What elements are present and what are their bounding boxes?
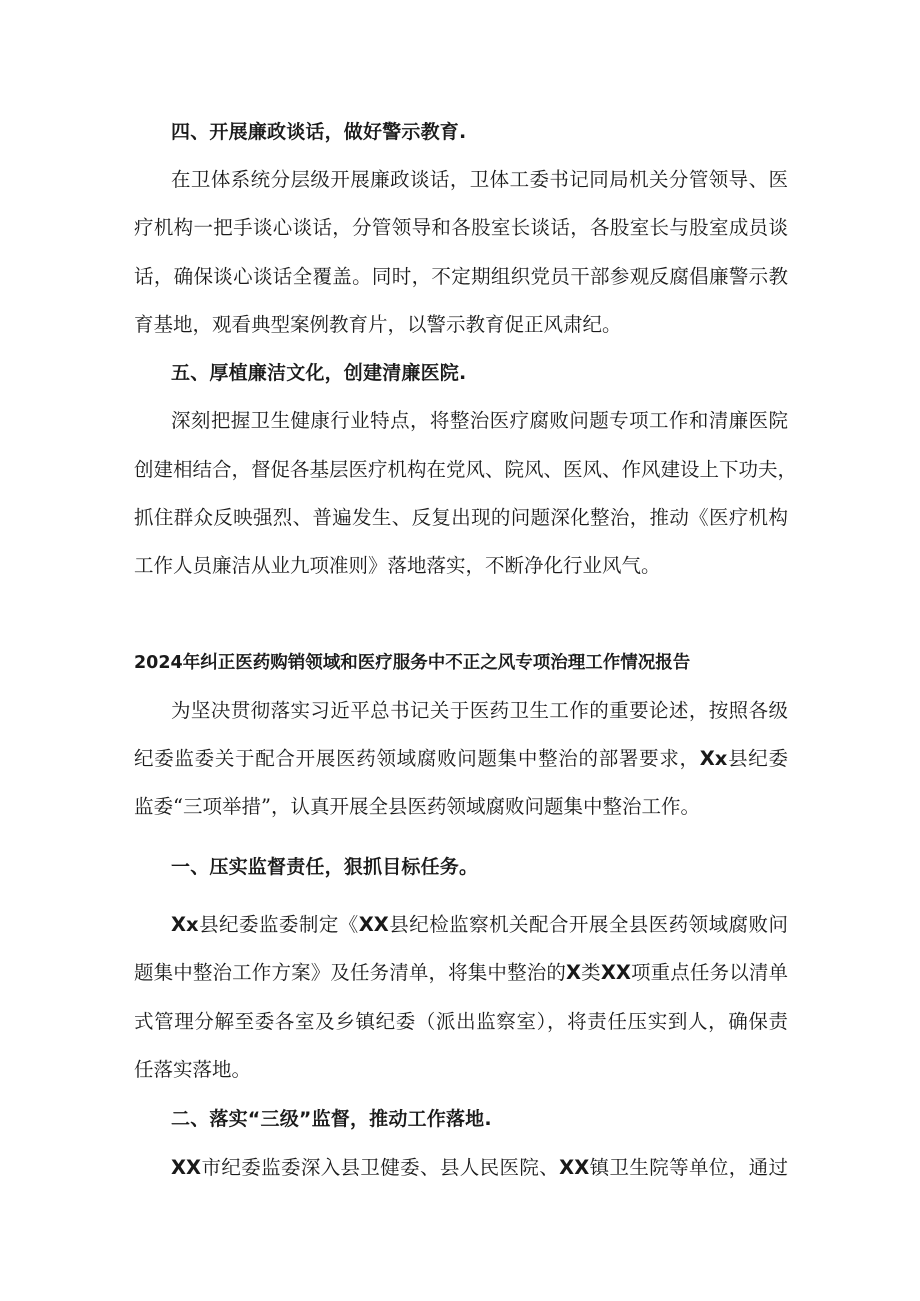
placeholder-code: XX xyxy=(559,1156,590,1179)
intro-line-2: 纪委监委关于配合开展医药领域腐败问题集中整治的部署要求，Xx县纪委 xyxy=(134,747,788,770)
section4-line-4: 育基地，观看典型案例教育片，以警示教育促正风肃纪。 xyxy=(134,313,622,336)
placeholder-code: XX xyxy=(171,1156,202,1179)
section5-line-4: 工作人员廉洁从业九项准则》落地落实，不断净化行业风气。 xyxy=(134,554,661,577)
placeholder-code: Xx xyxy=(171,913,199,936)
section-heading-4: 四、开展廉政谈话，做好警示教育. xyxy=(171,121,467,143)
intro-line-1: 为坚决贯彻落实习近平总书记关于医药卫生工作的重要论述，按照各级 xyxy=(171,699,788,722)
section4-line-2: 疗机构一把手谈心谈话，分管领导和各股室长谈话，各股室长与股室成员谈 xyxy=(134,216,788,239)
report-title: 2024年纠正医药购销领域和医疗服务中不正之风专项治理工作情况报告 xyxy=(134,653,691,673)
section5-line-1: 深刻把握卫生健康行业特点，将整治医疗腐败问题专项工作和清廉医院 xyxy=(171,409,788,432)
placeholder-code: XX xyxy=(358,913,389,936)
report-heading-1: 一、压实监督责任，狠抓目标任务。 xyxy=(171,856,479,878)
section5-line-2: 创建相结合，督促各基层医疗机构在党风、院风、医风、作风建设上下功夫， xyxy=(134,458,798,481)
report-heading-2: 二、落实“三级”监督，推动工作落地. xyxy=(171,1108,492,1130)
report-s2-line-1: XX市纪委监委深入县卫健委、县人民医院、XX镇卫生院等单位，通过 xyxy=(171,1156,788,1179)
placeholder-code: X xyxy=(565,961,582,984)
placeholder-code: XX xyxy=(600,961,631,984)
report-s1-line-2: 题集中整治工作方案》及任务清单，将集中整治的X类XX项重点任务以清单 xyxy=(134,961,788,984)
section5-line-3: 抓住群众反映强烈、普遍发生、反复出现的问题深化整治，推动《医疗机构 xyxy=(134,506,788,529)
section4-line-3: 话，确保谈心谈话全覆盖。同时，不定期组织党员干部参观反腐倡廉警示教 xyxy=(134,265,788,288)
report-s1-line-3: 式管理分解至委各室及乡镇纪委（派出监察室），将责任压实到人，确保责 xyxy=(134,1010,788,1033)
section-heading-5: 五、厚植廉洁文化，创建清廉医院. xyxy=(171,362,467,384)
section4-line-1: 在卫体系统分层级开展廉政谈话，卫体工委书记同局机关分管领导、医 xyxy=(171,168,788,191)
report-s1-line-4: 任落实落地。 xyxy=(134,1058,252,1081)
intro-line-3: 监委“三项举措”，认真开展全县医药领域腐败问题集中整治工作。 xyxy=(134,795,700,818)
report-s1-line-1: Xx县纪委监委制定《XX县纪检监察机关配合开展全县医药领域腐败问 xyxy=(171,913,788,936)
placeholder-code: Xx xyxy=(699,747,728,770)
